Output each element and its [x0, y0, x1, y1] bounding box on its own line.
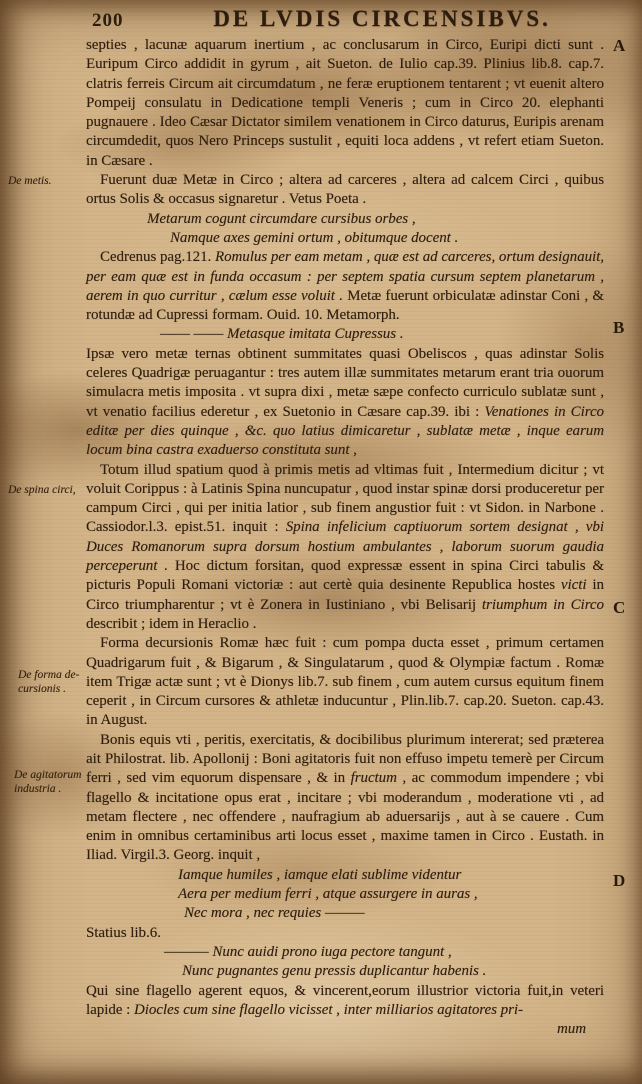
margin-note-line: De spina circi, [8, 484, 76, 496]
margin-note-line: De agitatorum [14, 769, 82, 781]
margin-note-de-metis [8, 174, 84, 188]
verse-aera [86, 885, 604, 904]
body-text: Metæ fuerunt orbiculatæ adinstar Coni , & rotundæ ad Cupressi formam. Ouid. 10. Metamorph. [86, 287, 604, 324]
verse-metasque [86, 325, 604, 344]
margin-note-line: cursionis . [18, 683, 66, 695]
paragraph-cedrenus [86, 248, 604, 325]
margin-note-line: De metis. [8, 175, 52, 187]
quote-text: Venationes in Circo editæ per dies quinque , &c. quo latius dimicaretur , sublatæ metæ , inque earum locum bina castra exaduerso constituta sunt , [86, 403, 605, 459]
margin-note-line: industria . [14, 783, 62, 795]
quote-text: fructum [350, 770, 397, 787]
section-letter-d: D [613, 871, 626, 890]
body-text: Cedrenus pag.121. [100, 249, 215, 266]
section-letter-c: C [613, 598, 626, 617]
body-text: Statius lib.6. [86, 924, 161, 941]
paragraph-euripi [86, 36, 604, 171]
verse-iamque [86, 866, 604, 885]
paragraph-metae [86, 171, 604, 210]
body-text: Bonis equis vti , peritis, exercitatis, & docibilibus plurimum intererat; sed præterea ait Philostrat. lib. Apollonij : Boni agitatoris fuit non effuso impetu temerè per Circum ferri , sed vim equorum dispensare , & in [86, 731, 604, 787]
page-title: DE LVDIS CIRCENSIBVS. [213, 6, 551, 31]
verse-metarum [86, 210, 604, 229]
paragraph-spina [86, 461, 604, 635]
verse-namque [86, 229, 604, 248]
body-text: Totum illud spatium quod à primis metis ad vltimas fuit , Intermedium dicitur ; vt voluit Corippus : à Latinis Spina nuncupatur , quod instar spinæ dorsi produceretur per campum Circi , qui per initia latior , sub finem angustior fuit : vt Sidon. in Narbone . Cassiodor.l.3. epist.51. inquit : [86, 461, 604, 536]
body-text: Fuerunt duæ Metæ in Circo ; altera ad carceres , altera ad calcem Circi , quibus ortus Solis & occasus signaretur . Vetus Poeta . [86, 172, 604, 208]
margin-note-line: De forma de- [18, 669, 80, 681]
section-letter-b: B [613, 318, 625, 337]
quote-text: Diocles cum sine flagello vicisset , inter milliarios agitatores pri- [133, 1001, 524, 1018]
body-text: Qui sine flagello agerent equos, & vincerent,eorum illustrior victoria fuit,in veteri lapide : [86, 982, 604, 1018]
margin-note-de-forma-decursionis [18, 668, 94, 696]
verse-nunc-auidi [86, 943, 604, 962]
verse-nunc-pugnantes [86, 962, 604, 981]
body-text: Ipsæ vero metæ ternas obtinent summitates quasi Obeliscos , quas adinstar Solis celeres Quadrigæ peruagantur : tres autem illæ summitates metarum erant tria ouorum simulacra metis imposita . vt supra dixi , metæ sæpe confecto curriculo sublatæ sunt , vt venatio facilius ederetur , ex Suetonio in Cæsare cap.39. ibi : [86, 345, 604, 420]
body-text: , ac commodum impendere ; vbi flagello & incitatione opus erat , incitare ; vbi moderandum , moderatione vti , ad metam flectere , nec offendere , naufragium ab aduersarijs , aut à se cauere . Cum enim in omnibus certaminibus arti locus esset , maxime tamen in Circo . Eustath. in Iliad. Virgil.3. Georg. inquit , [86, 770, 604, 864]
body-text: in Circo triumpharentur ; vt è Zonera in Iustiniano , vbi Belisarij [86, 577, 604, 613]
body-text: Forma decursionis Romæ hæc fuit : cum pompa ducta esset , primum certamen Quadrigarum fuit , & Bigarum , & Singulatarum , quod & Olympiæ factum . Romæ item Trigæ actæ sunt ; vt è Dionys lib.7. sub finem , cum autem cursus equitum finem ceperit , in Circum cursores & athletæ inducuntur , Plin.lib.7. cap.20. Sueton. cap.43. in August. [86, 635, 604, 729]
verse-nec-mora [86, 904, 604, 923]
verse-text: Iamque humiles , iamque elati sublime videntur [178, 866, 462, 883]
catchword [86, 1020, 604, 1039]
page-number: 200 [92, 10, 124, 31]
body-text: septies , lacunæ aquarum inertium , ac conclusarum in Circo, Euripi dicti sunt . Euripum Circo addidit in gyrum , ait Sueton. de Iulio cap.39. Plinius lib.8. cap.7. clatris ferreis Circum ait circumdatum , ne feræ eruptionem tentarent ; vt euenit altero Pompeij consulatu in Dedicatione templi Veneris ; cum in Circo 20. elephanti pugnauere . Ideo Cæsar Dictator similem venationem in Circo daturus, Euripis arenam circumdedit, quos Nero Princeps sustulit , equiti loca addens , vt refert etiam Sueton. in Cæsare . [86, 37, 604, 169]
body-text: describit ; idem in Heraclio . [86, 615, 257, 632]
paragraph-ipsae-metae [86, 345, 604, 461]
paragraph-statius [86, 924, 604, 943]
body-text: Hoc dictum forsitan, quod expressæ essent in spina Circi tabulis & picturis Populi Romani victoriæ : aut certè quia desinente Republica hostes [86, 558, 604, 594]
section-letter-a: A [613, 36, 626, 55]
margin-note-de-agitatorum-industria [14, 768, 90, 796]
verse-text: Nunc pugnantes genu pressis duplicantur habenis . [182, 963, 487, 980]
paragraph-agitatores [86, 731, 604, 866]
verse-text: Metarum cogunt circumdare cursibus orbes , [147, 210, 416, 227]
verse-text: Aera per medium ferri , atque assurgere in auras , [178, 886, 478, 903]
quote-text: Romulus per eam metam , quæ est ad carceres, ortum designauit, per eam quæ est in funda occasum : per septem spatia cursum septem planetarum , aerem in quo curritur , cælum esse voluit . [86, 249, 605, 304]
paragraph-forma-decursionis [86, 634, 604, 730]
quote-text: triumphum in Circo [481, 596, 604, 613]
quote-text: victi [560, 577, 587, 594]
dash-rule: —— —— [160, 326, 228, 343]
catchword-text: mum [557, 1021, 586, 1038]
quote-text: Spina infelicium captiuorum sortem designat , vbi Duces Romanorum supra dorsum hostium ambulantes , laborum suorum gaudia perceperunt . [86, 519, 604, 575]
text-column [86, 36, 604, 1039]
margin-note-de-spina-circi [8, 483, 84, 497]
verse-text: Nec mora , nec requies ——— [184, 905, 365, 922]
verse-text: Nunc auidi prono iuga pectore tangunt , [212, 943, 452, 960]
dash-rule: ——— [164, 943, 213, 960]
verse-text: Namque axes gemini ortum , obitumque docent . [170, 229, 459, 246]
verse-text: Metasque imitata Cupressus . [227, 326, 404, 343]
paragraph-qui-sine-flagello [86, 982, 604, 1021]
